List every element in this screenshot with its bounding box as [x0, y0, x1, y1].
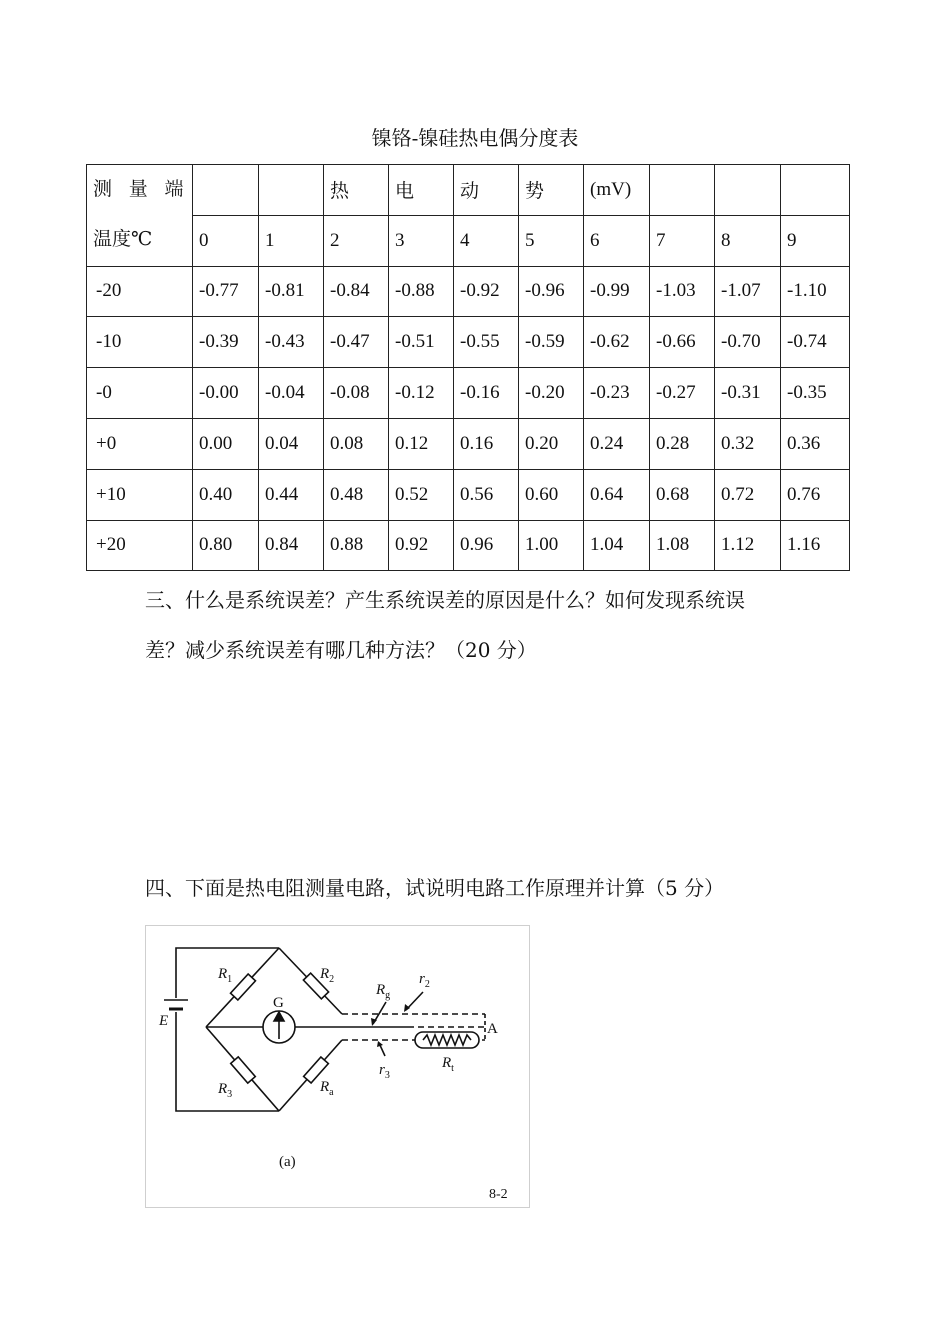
digit-header-cell: 1: [259, 215, 324, 266]
emf-value-cell: 0.92: [389, 520, 454, 571]
digit-header-cell: 4: [454, 215, 519, 266]
emf-value-cell: 0.88: [324, 520, 389, 571]
emf-value-cell: -0.51: [389, 317, 454, 368]
emf-value-cell: 0.32: [715, 418, 781, 469]
emf-value-cell: 1.00: [519, 520, 584, 571]
temperature-cell: -20: [87, 266, 193, 317]
label-r2-lead: $r_2$: [419, 971, 430, 990]
emf-value-cell: -0.39: [193, 317, 259, 368]
row-label-cell: [87, 165, 193, 267]
emf-value-cell: -0.20: [519, 368, 584, 419]
emf-value-cell: -0.92: [454, 266, 519, 317]
label-r2: $R_2$: [320, 966, 335, 985]
emf-header-cell: 热: [324, 165, 389, 216]
emf-value-cell: -1.10: [781, 266, 850, 317]
temperature-cell: +0: [87, 418, 193, 469]
resistor-r1: [231, 974, 256, 1000]
emf-value-cell: -0.47: [324, 317, 389, 368]
emf-value-cell: 0.36: [781, 418, 850, 469]
emf-value-cell: 0.44: [259, 469, 324, 520]
digit-header-cell: 7: [650, 215, 715, 266]
emf-value-cell: -0.84: [324, 266, 389, 317]
label-r3-lead: $r_3$: [379, 1062, 390, 1081]
emf-value-cell: -0.55: [454, 317, 519, 368]
emf-value-cell: 0.48: [324, 469, 389, 520]
emf-header-cell: (mV): [584, 165, 650, 216]
table-row: [87, 520, 850, 571]
emf-value-cell: 0.76: [781, 469, 850, 520]
row-label-top: 测 量 端: [93, 179, 190, 201]
emf-value-cell: 0.96: [454, 520, 519, 571]
emf-value-cell: -0.66: [650, 317, 715, 368]
emf-value-cell: -0.88: [389, 266, 454, 317]
emf-value-cell: 1.04: [584, 520, 650, 571]
emf-value-cell: 1.08: [650, 520, 715, 571]
galvanometer-arrow: [274, 1012, 284, 1021]
emf-value-cell: -0.00: [193, 368, 259, 419]
emf-value-cell: -0.81: [259, 266, 324, 317]
table-row: [87, 469, 850, 520]
emf-header-cell: 电: [389, 165, 454, 216]
emf-value-cell: 0.04: [259, 418, 324, 469]
label-g: G: [273, 995, 284, 1011]
table-row: [87, 418, 850, 469]
wire-top-left: [176, 948, 279, 998]
emf-header-cell: [259, 165, 324, 216]
emf-value-cell: -1.03: [650, 266, 715, 317]
emf-value-cell: -0.12: [389, 368, 454, 419]
emf-value-cell: -0.16: [454, 368, 519, 419]
table-header-row: [87, 165, 850, 216]
emf-value-cell: -0.77: [193, 266, 259, 317]
label-r1: $R_1$: [218, 966, 233, 985]
emf-value-cell: 0.68: [650, 469, 715, 520]
table-row: [87, 266, 850, 317]
emf-value-cell: 0.12: [389, 418, 454, 469]
label-r3: $R_3$: [218, 1081, 233, 1100]
emf-value-cell: -0.59: [519, 317, 584, 368]
resistor-r3: [231, 1057, 256, 1083]
emf-header-cell: [715, 165, 781, 216]
table-title: 镍铬-镍硅热电偶分度表: [371, 126, 579, 150]
emf-value-cell: 0.08: [324, 418, 389, 469]
emf-value-cell: 0.28: [650, 418, 715, 469]
emf-value-cell: -0.70: [715, 317, 781, 368]
emf-header-cell: 势: [519, 165, 584, 216]
table-row: [87, 317, 850, 368]
emf-header-cell: [781, 165, 850, 216]
emf-value-cell: -0.96: [519, 266, 584, 317]
digit-header-cell: 3: [389, 215, 454, 266]
emf-value-cell: 0.52: [389, 469, 454, 520]
temperature-cell: +20: [87, 520, 193, 571]
bridge-circuit-diagram: [146, 926, 529, 1207]
label-rt: $R_t$: [442, 1055, 454, 1074]
question-4: 四、下面是热电阻测量电路，试说明电路工作原理并计算（5 分）: [145, 876, 725, 900]
emf-value-cell: 0.72: [715, 469, 781, 520]
emf-value-cell: -0.04: [259, 368, 324, 419]
digit-header-cell: 6: [584, 215, 650, 266]
figure-number: 8-2: [489, 1187, 508, 1202]
emf-value-cell: 0.64: [584, 469, 650, 520]
emf-header-cell: [193, 165, 259, 216]
emf-value-cell: -0.27: [650, 368, 715, 419]
emf-value-cell: -0.62: [584, 317, 650, 368]
digit-header-cell: 9: [781, 215, 850, 266]
thermocouple-table: [86, 164, 850, 571]
emf-value-cell: 0.40: [193, 469, 259, 520]
digit-header-row: [87, 215, 850, 266]
row-label-bottom: 温度℃: [93, 229, 153, 251]
emf-value-cell: 0.20: [519, 418, 584, 469]
emf-value-cell: 0.56: [454, 469, 519, 520]
emf-value-cell: -0.74: [781, 317, 850, 368]
digit-header-cell: 5: [519, 215, 584, 266]
label-e: E: [159, 1013, 169, 1029]
emf-header-cell: 动: [454, 165, 519, 216]
temperature-cell: -0: [87, 368, 193, 419]
digit-header-cell: 8: [715, 215, 781, 266]
temperature-cell: +10: [87, 469, 193, 520]
question-3-line-2: 差？减少系统误差有哪几种方法？（20 分）: [145, 638, 537, 662]
emf-value-cell: 0.84: [259, 520, 324, 571]
emf-header-cell: [650, 165, 715, 216]
figure-caption: (a): [279, 1154, 296, 1170]
emf-value-cell: 0.80: [193, 520, 259, 571]
question-3-line-1: 三、什么是系统误差？产生系统误差的原因是什么？如何发现系统误: [145, 588, 745, 612]
emf-value-cell: 1.16: [781, 520, 850, 571]
emf-value-cell: -0.08: [324, 368, 389, 419]
emf-value-cell: -0.23: [584, 368, 650, 419]
temperature-cell: -10: [87, 317, 193, 368]
emf-value-cell: -0.43: [259, 317, 324, 368]
emf-value-cell: 0.16: [454, 418, 519, 469]
label-a: A: [487, 1021, 498, 1037]
emf-value-cell: -1.07: [715, 266, 781, 317]
digit-header-cell: 0: [193, 215, 259, 266]
emf-value-cell: -0.99: [584, 266, 650, 317]
bridge-circuit-figure: [145, 925, 530, 1208]
emf-value-cell: 0.60: [519, 469, 584, 520]
emf-value-cell: -0.35: [781, 368, 850, 419]
question-3: [145, 575, 845, 675]
emf-value-cell: 0.24: [584, 418, 650, 469]
pointer-r2-head: [404, 1004, 410, 1012]
table-row: [87, 368, 850, 419]
label-ra: $R_a$: [320, 1079, 334, 1098]
emf-value-cell: -0.31: [715, 368, 781, 419]
digit-header-cell: 2: [324, 215, 389, 266]
emf-value-cell: 0.00: [193, 418, 259, 469]
label-rg: $R_g$: [376, 982, 391, 1001]
emf-value-cell: 1.12: [715, 520, 781, 571]
